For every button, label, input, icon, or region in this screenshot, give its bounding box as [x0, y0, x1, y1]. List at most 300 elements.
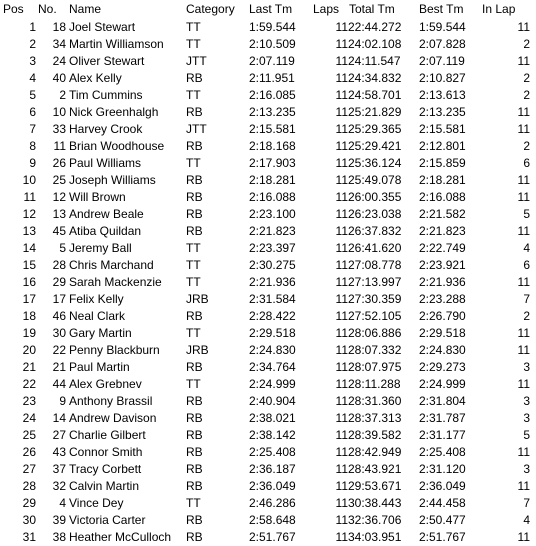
cell-name: Anthony Brassil [69, 394, 153, 408]
cell-in-lap: 2 [523, 37, 530, 51]
cell-name: Charlie Gilbert [69, 428, 146, 442]
table-row [0, 206, 536, 223]
cell-in-lap: 2 [523, 139, 530, 153]
cell-number: 39 [52, 513, 66, 527]
cell-in-lap: 2 [523, 88, 530, 102]
cell-total-tm: 24:11.547 [348, 54, 401, 68]
cell-laps: 11 [335, 462, 348, 476]
cell-pos: 22 [22, 377, 36, 391]
column-header-name: Name [69, 2, 102, 16]
table-row [0, 70, 536, 87]
cell-number: 9 [59, 394, 66, 408]
cell-total-tm: 27:30.359 [348, 292, 402, 306]
table-row [0, 512, 536, 529]
cell-category: RB [186, 462, 203, 476]
table-row [0, 172, 536, 189]
cell-category: TT [186, 275, 201, 289]
cell-pos: 23 [22, 394, 36, 408]
cell-pos: 29 [22, 496, 36, 510]
cell-name: Sarah Mackenzie [69, 275, 162, 289]
cell-category: RB [186, 71, 203, 85]
cell-laps: 11 [335, 71, 348, 85]
column-header-number: No. [38, 2, 57, 16]
cell-name: Connor Smith [69, 445, 143, 459]
cell-last-tm: 2:38.142 [249, 428, 296, 442]
cell-laps: 11 [335, 530, 348, 544]
cell-total-tm: 28:11.288 [348, 377, 401, 391]
cell-total-tm: 25:49.078 [348, 173, 402, 187]
cell-laps: 11 [335, 496, 348, 510]
cell-name: Andrew Beale [69, 207, 144, 221]
cell-laps: 11 [335, 20, 348, 34]
cell-category: JTT [186, 54, 207, 68]
cell-pos: 12 [22, 207, 36, 221]
table-row [0, 529, 536, 546]
cell-number: 33 [52, 122, 66, 136]
cell-in-lap: 11 [517, 275, 530, 289]
cell-name: Gary Martin [69, 326, 132, 340]
cell-last-tm: 2:36.049 [249, 479, 296, 493]
cell-last-tm: 2:24.830 [249, 343, 296, 357]
table-row [0, 444, 536, 461]
cell-last-tm: 2:18.281 [249, 173, 296, 187]
cell-pos: 6 [29, 105, 36, 119]
cell-laps: 11 [335, 377, 348, 391]
cell-laps: 11 [335, 428, 348, 442]
cell-category: JRB [186, 343, 209, 357]
cell-category: RB [186, 224, 203, 238]
cell-pos: 10 [22, 173, 36, 187]
table-row [0, 121, 536, 138]
table-row [0, 223, 536, 240]
cell-category: TT [186, 241, 201, 255]
cell-last-tm: 2:31.584 [249, 292, 296, 306]
cell-total-tm: 22:44.272 [348, 20, 402, 34]
cell-best-tm: 2:16.088 [419, 190, 466, 204]
cell-category: TT [186, 258, 201, 272]
cell-category: RB [186, 207, 203, 221]
cell-pos: 19 [22, 326, 36, 340]
cell-name: Oliver Stewart [69, 54, 145, 68]
cell-number: 2 [59, 88, 66, 102]
column-header-total-tm: Total Tm [349, 2, 395, 16]
cell-best-tm: 2:21.582 [419, 207, 466, 221]
cell-laps: 11 [335, 343, 348, 357]
cell-number: 13 [52, 207, 66, 221]
cell-laps: 11 [335, 394, 348, 408]
cell-total-tm: 24:02.108 [348, 37, 402, 51]
cell-last-tm: 2:23.100 [249, 207, 296, 221]
cell-laps: 11 [335, 122, 348, 136]
cell-best-tm: 2:25.408 [419, 445, 466, 459]
cell-laps: 11 [335, 54, 348, 68]
cell-pos: 16 [22, 275, 36, 289]
cell-in-lap: 7 [523, 496, 530, 510]
table-row [0, 155, 536, 172]
cell-pos: 9 [29, 156, 36, 170]
cell-best-tm: 2:15.859 [419, 156, 466, 170]
cell-last-tm: 2:30.275 [249, 258, 296, 272]
cell-best-tm: 2:29.273 [419, 360, 466, 374]
cell-total-tm: 26:00.355 [348, 190, 402, 204]
table-row [0, 53, 536, 70]
cell-pos: 21 [22, 360, 36, 374]
cell-category: RB [186, 394, 203, 408]
cell-best-tm: 2:12.801 [419, 139, 466, 153]
cell-in-lap: 11 [517, 224, 530, 238]
cell-number: 26 [52, 156, 66, 170]
cell-best-tm: 2:13.235 [419, 105, 466, 119]
cell-laps: 11 [335, 105, 348, 119]
cell-last-tm: 2:16.085 [249, 88, 296, 102]
cell-pos: 27 [22, 462, 36, 476]
cell-last-tm: 1:59.544 [249, 20, 296, 34]
cell-total-tm: 25:36.124 [348, 156, 402, 170]
cell-category: RB [186, 105, 203, 119]
cell-number: 29 [52, 275, 66, 289]
cell-last-tm: 2:16.088 [249, 190, 296, 204]
cell-last-tm: 2:18.168 [249, 139, 296, 153]
cell-in-lap: 11 [517, 54, 530, 68]
cell-last-tm: 2:13.235 [249, 105, 296, 119]
cell-best-tm: 2:07.828 [419, 37, 466, 51]
cell-best-tm: 2:21.936 [419, 275, 466, 289]
cell-total-tm: 28:07.332 [348, 343, 402, 357]
cell-last-tm: 2:58.648 [249, 513, 296, 527]
cell-last-tm: 2:11.951 [249, 71, 295, 85]
cell-number: 10 [52, 105, 66, 119]
table-row [0, 427, 536, 444]
cell-in-lap: 11 [517, 530, 530, 544]
cell-laps: 11 [335, 445, 348, 459]
cell-name: Will Brown [69, 190, 126, 204]
cell-name: Joel Stewart [69, 20, 136, 34]
table-row [0, 19, 536, 36]
table-row [0, 410, 536, 427]
cell-best-tm: 2:07.119 [419, 54, 465, 68]
cell-category: RB [186, 428, 203, 442]
cell-total-tm: 28:07.975 [348, 360, 402, 374]
table-row [0, 240, 536, 257]
cell-total-tm: 25:21.829 [348, 105, 402, 119]
cell-laps: 11 [335, 139, 348, 153]
table-row [0, 461, 536, 478]
cell-laps: 11 [335, 190, 348, 204]
cell-name: Atiba Quildan [69, 224, 142, 238]
cell-best-tm: 2:10.827 [419, 71, 466, 85]
cell-total-tm: 25:29.421 [348, 139, 402, 153]
cell-name: Tracy Corbett [69, 462, 142, 476]
cell-pos: 15 [22, 258, 36, 272]
cell-pos: 5 [29, 88, 36, 102]
cell-category: TT [186, 326, 201, 340]
cell-pos: 17 [22, 292, 36, 306]
column-header-best-tm: Best Tm [419, 2, 464, 16]
cell-number: 32 [52, 479, 66, 493]
cell-total-tm: 26:23.038 [348, 207, 402, 221]
cell-pos: 4 [29, 71, 36, 85]
cell-best-tm: 2:26.790 [419, 309, 466, 323]
cell-last-tm: 2:15.581 [249, 122, 296, 136]
cell-last-tm: 2:10.509 [249, 37, 296, 51]
cell-in-lap: 2 [523, 309, 530, 323]
cell-total-tm: 28:37.313 [348, 411, 402, 425]
column-header-pos: Pos [3, 2, 24, 16]
column-header-in-lap: In Lap [482, 2, 516, 16]
cell-total-tm: 24:34.832 [348, 71, 402, 85]
cell-in-lap: 11 [517, 479, 530, 493]
cell-name: Andrew Davison [69, 411, 157, 425]
cell-laps: 11 [335, 275, 348, 289]
cell-number: 43 [52, 445, 66, 459]
cell-pos: 26 [22, 445, 36, 459]
cell-category: RB [186, 411, 203, 425]
cell-pos: 8 [29, 139, 36, 153]
cell-total-tm: 28:06.886 [348, 326, 402, 340]
cell-pos: 28 [22, 479, 36, 493]
table-row [0, 342, 536, 359]
cell-in-lap: 3 [523, 360, 530, 374]
table-row [0, 359, 536, 376]
cell-name: Tim Cummins [69, 88, 143, 102]
cell-number: 21 [52, 360, 66, 374]
cell-category: RB [186, 530, 203, 544]
cell-number: 38 [52, 530, 66, 544]
table-row [0, 104, 536, 121]
cell-name: Penny Blackburn [69, 343, 160, 357]
table-row [0, 495, 536, 512]
table-row [0, 393, 536, 410]
cell-in-lap: 7 [523, 292, 530, 306]
cell-name: Joseph Williams [69, 173, 156, 187]
cell-in-lap: 3 [523, 394, 530, 408]
cell-laps: 11 [335, 37, 348, 51]
cell-best-tm: 2:29.518 [419, 326, 466, 340]
cell-name: Jeremy Ball [69, 241, 132, 255]
cell-in-lap: 11 [517, 122, 530, 136]
cell-in-lap: 6 [523, 258, 530, 272]
cell-pos: 31 [22, 530, 36, 544]
cell-number: 18 [52, 20, 66, 34]
cell-pos: 24 [22, 411, 36, 425]
cell-last-tm: 2:46.286 [249, 496, 296, 510]
cell-number: 37 [52, 462, 66, 476]
cell-in-lap: 3 [523, 411, 530, 425]
cell-in-lap: 3 [523, 462, 530, 476]
cell-total-tm: 25:29.365 [348, 122, 402, 136]
cell-last-tm: 2:21.823 [249, 224, 296, 238]
cell-total-tm: 24:58.701 [348, 88, 402, 102]
table-row [0, 376, 536, 393]
cell-category: RB [186, 445, 203, 459]
cell-name: Paul Martin [69, 360, 130, 374]
cell-laps: 11 [335, 360, 348, 374]
cell-best-tm: 2:31.804 [419, 394, 466, 408]
cell-pos: 3 [29, 54, 36, 68]
cell-in-lap: 11 [517, 445, 530, 459]
cell-number: 5 [59, 241, 66, 255]
cell-in-lap: 11 [517, 173, 530, 187]
cell-number: 14 [52, 411, 66, 425]
cell-best-tm: 2:31.787 [419, 411, 466, 425]
cell-number: 28 [52, 258, 66, 272]
cell-pos: 7 [29, 122, 36, 136]
cell-laps: 11 [335, 479, 348, 493]
table-row [0, 87, 536, 104]
cell-total-tm: 28:39.582 [348, 428, 402, 442]
cell-best-tm: 2:22.749 [419, 241, 466, 255]
cell-last-tm: 2:21.936 [249, 275, 296, 289]
cell-laps: 11 [335, 513, 348, 527]
cell-in-lap: 5 [523, 207, 530, 221]
cell-last-tm: 2:34.764 [249, 360, 296, 374]
cell-category: RB [186, 360, 203, 374]
cell-pos: 13 [22, 224, 36, 238]
cell-name: Alex Kelly [69, 71, 122, 85]
cell-best-tm: 2:23.921 [419, 258, 466, 272]
cell-pos: 1 [29, 20, 36, 34]
cell-best-tm: 2:21.823 [419, 224, 466, 238]
cell-name: Nick Greenhalgh [69, 105, 159, 119]
cell-in-lap: 11 [517, 326, 530, 340]
cell-best-tm: 2:31.177 [419, 428, 466, 442]
cell-category: TT [186, 37, 201, 51]
cell-in-lap: 4 [523, 513, 530, 527]
cell-category: TT [186, 20, 201, 34]
cell-in-lap: 6 [523, 156, 530, 170]
cell-total-tm: 34:03.951 [348, 530, 402, 544]
cell-category: TT [186, 88, 201, 102]
results-header [0, 0, 536, 19]
cell-name: Martin Williamson [69, 37, 164, 51]
cell-total-tm: 26:37.832 [348, 224, 402, 238]
cell-best-tm: 2:24.999 [419, 377, 466, 391]
cell-pos: 20 [22, 343, 36, 357]
cell-last-tm: 2:40.904 [249, 394, 296, 408]
table-row [0, 478, 536, 495]
cell-best-tm: 2:44.458 [419, 496, 466, 510]
cell-total-tm: 27:52.105 [348, 309, 402, 323]
cell-number: 25 [52, 173, 66, 187]
cell-total-tm: 27:13.997 [348, 275, 402, 289]
cell-best-tm: 2:13.613 [419, 88, 466, 102]
cell-category: RB [186, 479, 203, 493]
cell-laps: 11 [335, 258, 348, 272]
cell-in-lap: 4 [523, 241, 530, 255]
cell-best-tm: 2:18.281 [419, 173, 466, 187]
cell-number: 4 [59, 496, 66, 510]
cell-number: 27 [52, 428, 66, 442]
cell-best-tm: 2:51.767 [419, 530, 466, 544]
cell-number: 40 [52, 71, 66, 85]
cell-in-lap: 11 [517, 20, 530, 34]
cell-laps: 11 [335, 207, 348, 221]
cell-category: RB [186, 173, 203, 187]
cell-in-lap: 11 [517, 377, 530, 391]
cell-number: 17 [52, 292, 66, 306]
cell-name: Felix Kelly [69, 292, 124, 306]
cell-number: 46 [52, 309, 66, 323]
cell-laps: 11 [335, 292, 348, 306]
cell-name: Alex Grebnev [69, 377, 142, 391]
cell-in-lap: 2 [523, 71, 530, 85]
cell-category: RB [186, 309, 203, 323]
cell-laps: 11 [335, 411, 348, 425]
cell-number: 22 [52, 343, 66, 357]
cell-name: Harvey Crook [69, 122, 143, 136]
table-row [0, 138, 536, 155]
cell-last-tm: 2:36.187 [249, 462, 296, 476]
cell-in-lap: 11 [517, 105, 530, 119]
table-row [0, 274, 536, 291]
cell-number: 12 [52, 190, 66, 204]
cell-category: RB [186, 139, 203, 153]
cell-in-lap: 11 [517, 190, 530, 204]
cell-last-tm: 2:25.408 [249, 445, 296, 459]
cell-pos: 11 [23, 190, 36, 204]
cell-laps: 11 [335, 326, 348, 340]
cell-pos: 30 [22, 513, 36, 527]
cell-pos: 14 [22, 241, 36, 255]
cell-laps: 11 [335, 309, 348, 323]
cell-last-tm: 2:28.422 [249, 309, 296, 323]
cell-best-tm: 2:50.477 [419, 513, 466, 527]
cell-last-tm: 2:07.119 [249, 54, 295, 68]
cell-name: Victoria Carter [69, 513, 146, 527]
cell-total-tm: 29:53.671 [348, 479, 402, 493]
cell-name: Heather McCulloch [69, 530, 172, 544]
cell-best-tm: 2:31.120 [419, 462, 466, 476]
cell-category: TT [186, 377, 201, 391]
cell-total-tm: 26:41.620 [348, 241, 402, 255]
cell-category: TT [186, 496, 201, 510]
cell-laps: 11 [335, 156, 348, 170]
cell-name: Calvin Martin [69, 479, 140, 493]
cell-number: 45 [52, 224, 66, 238]
column-header-category: Category [186, 2, 235, 16]
cell-number: 34 [52, 37, 66, 51]
cell-total-tm: 27:08.778 [348, 258, 402, 272]
cell-name: Vince Dey [69, 496, 124, 510]
cell-pos: 2 [29, 37, 36, 51]
table-row [0, 325, 536, 342]
cell-number: 44 [52, 377, 66, 391]
cell-total-tm: 32:36.706 [348, 513, 402, 527]
cell-category: JRB [186, 292, 209, 306]
cell-total-tm: 30:38.443 [348, 496, 402, 510]
cell-name: Neal Clark [69, 309, 126, 323]
cell-best-tm: 2:24.830 [419, 343, 466, 357]
cell-laps: 11 [335, 241, 348, 255]
cell-last-tm: 2:38.021 [249, 411, 296, 425]
cell-total-tm: 28:42.949 [348, 445, 402, 459]
cell-total-tm: 28:31.360 [348, 394, 402, 408]
cell-last-tm: 2:17.903 [249, 156, 296, 170]
cell-category: TT [186, 156, 201, 170]
cell-laps: 11 [335, 173, 348, 187]
column-header-last-tm: Last Tm [249, 2, 293, 16]
column-header-laps: Laps [313, 2, 340, 16]
cell-total-tm: 28:43.921 [348, 462, 402, 476]
header-row [0, 0, 536, 19]
cell-category: JTT [186, 122, 207, 136]
results-body [0, 19, 536, 546]
cell-best-tm: 2:23.288 [419, 292, 466, 306]
cell-name: Brian Woodhouse [69, 139, 165, 153]
cell-category: RB [186, 190, 203, 204]
table-row [0, 308, 536, 325]
cell-pos: 25 [22, 428, 36, 442]
